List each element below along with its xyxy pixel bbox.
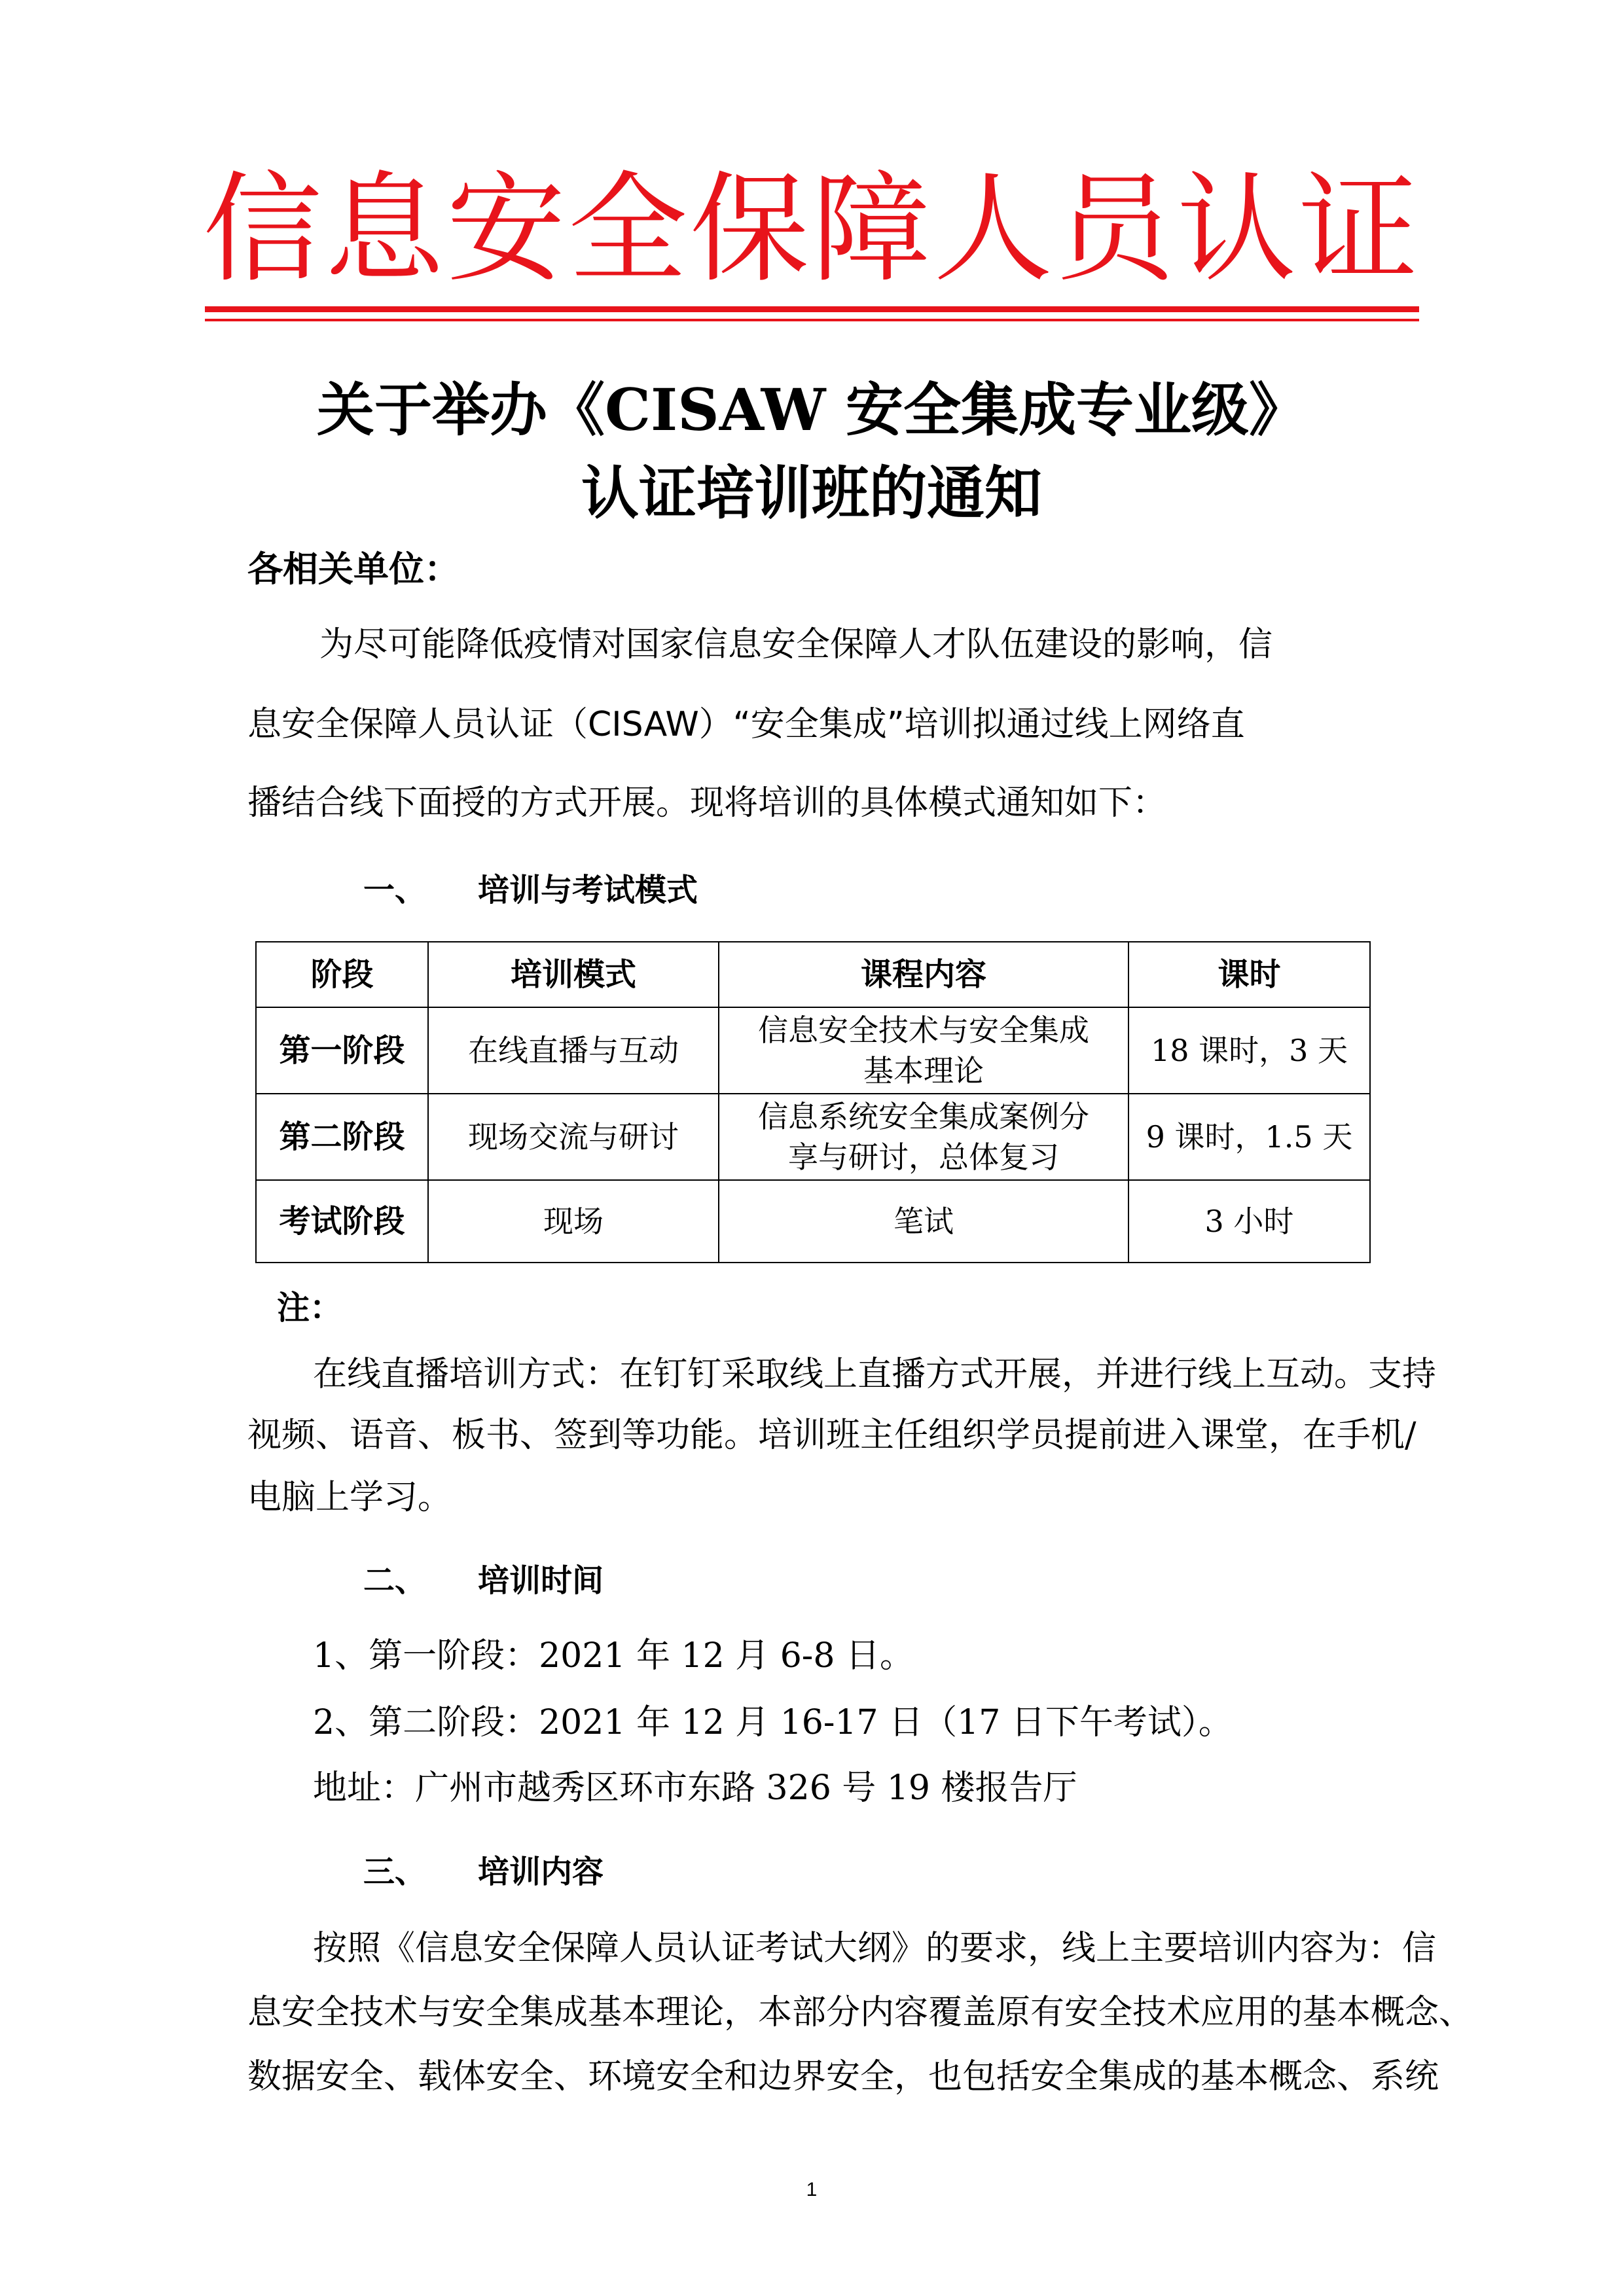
schedule-item-1: 1、第一阶段：2021 年 12 月 6-8 日。 <box>313 1636 914 1676</box>
table-cell-mode: 现场 <box>428 1180 719 1263</box>
note-line-3: 电脑上学习。 <box>247 1478 452 1517</box>
table-cell-hours: 9 课时，1.5 天 <box>1128 1094 1370 1180</box>
table-header-row <box>256 942 1370 1007</box>
table-cell-hours: 18 课时，3 天 <box>1128 1007 1370 1094</box>
intro-line-3: 播结合线下面授的方式开展。现将培训的具体模式通知如下： <box>247 783 1167 823</box>
intro-line-2: 息安全保障人员认证（CISAW）“安全集成”培训拟通过线上网络直 <box>247 705 1245 744</box>
content-line-1: 按照《信息安全保障人员认证考试大纲》的要求，线上主要培训内容为：信 <box>313 1929 1437 1968</box>
table-row <box>256 1007 1370 1094</box>
table-row <box>256 1180 1370 1263</box>
table-cell-hours: 3 小时 <box>1128 1180 1370 1263</box>
section-3-title: 培训内容 <box>478 1854 604 1890</box>
content-line-3: 数据安全、载体安全、环境安全和边界安全，也包括安全集成的基本概念、系统 <box>247 2057 1439 2096</box>
greeting: 各相关单位： <box>247 548 460 590</box>
table-header-cell: 课程内容 <box>719 942 1128 1007</box>
header-banner: 信息安全保障人员认证 <box>203 160 1420 298</box>
table-cell-stage: 考试阶段 <box>256 1180 428 1263</box>
section-1-title: 培训与考试模式 <box>478 872 698 908</box>
schedule-item-2: 2、第二阶段：2021 年 12 月 16-17 日（17 日下午考试）。 <box>313 1703 1233 1742</box>
page-number: 1 <box>806 2179 818 2200</box>
section-2-number: 二、 <box>363 1562 427 1599</box>
header-rule-thin <box>205 319 1419 321</box>
table-header-cell: 培训模式 <box>428 942 719 1007</box>
table-cell-content-line: 基本理论 <box>863 1053 984 1088</box>
table-cell-content <box>719 1007 1128 1094</box>
note-line-1: 在线直播培训方式：在钉钉采取线上直播方式开展，并进行线上互动。支持 <box>313 1355 1437 1394</box>
table-cell-stage: 第一阶段 <box>256 1007 428 1094</box>
table-cell-content-line: 信息系统安全集成案例分 <box>758 1099 1089 1134</box>
note-label: 注： <box>277 1289 342 1327</box>
section-3-number: 三、 <box>363 1854 427 1890</box>
content-line-2: 息安全技术与安全集成基本理论，本部分内容覆盖原有安全技术应用的基本概念、 <box>247 1993 1473 2032</box>
table-header-cell: 阶段 <box>256 942 428 1007</box>
table-row <box>256 1094 1370 1180</box>
section-1-number: 一、 <box>363 872 427 908</box>
document-title-line-2: 认证培训班的通知 <box>581 459 1042 527</box>
table-cell-content <box>719 1094 1128 1180</box>
table-cell-content-line: 享与研讨，总体复习 <box>788 1139 1059 1175</box>
table-cell-content: 笔试 <box>719 1180 1128 1263</box>
table-cell-mode: 在线直播与互动 <box>428 1007 719 1094</box>
schedule-table <box>255 941 1371 1263</box>
table-cell-mode: 现场交流与研讨 <box>428 1094 719 1180</box>
note-line-2: 视频、语音、板书、签到等功能。培训班主任组织学员提前进入课堂，在手机/ <box>247 1416 1416 1455</box>
intro-line-1: 为尽可能降低疫情对国家信息安全保障人才队伍建设的影响，信 <box>319 625 1273 664</box>
section-2-title: 培训时间 <box>478 1562 604 1599</box>
address: 地址：广州市越秀区环市东路 326 号 19 楼报告厅 <box>313 1768 1077 1808</box>
header-rule-thick <box>205 306 1419 312</box>
table-header-cell: 课时 <box>1128 942 1370 1007</box>
document-title-line-1: 关于举办《CISAW 安全集成专业级》 <box>316 376 1307 444</box>
table-cell-content-line: 信息安全技术与安全集成 <box>758 1013 1089 1048</box>
table-cell-stage: 第二阶段 <box>256 1094 428 1180</box>
